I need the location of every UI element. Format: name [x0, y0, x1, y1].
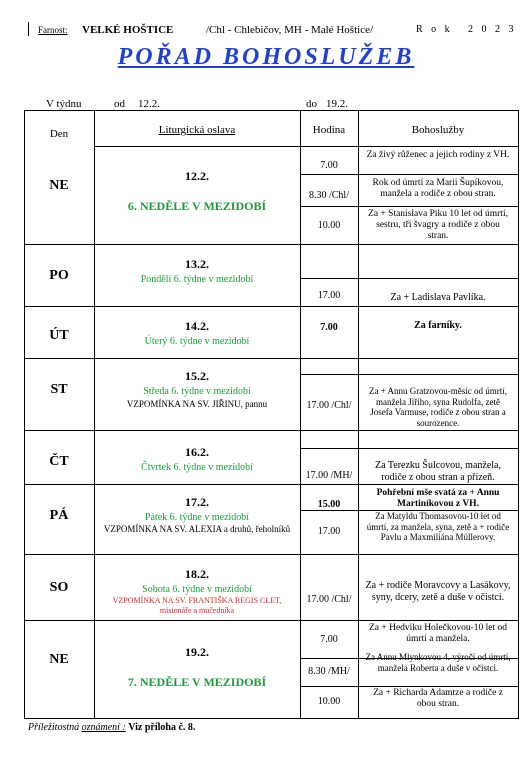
- service-hour: 17.00 /Chl/: [306, 594, 352, 605]
- liturgy-name: Sobota 6. týdne v mezidobí: [142, 584, 252, 595]
- service-text: Za Annu Mlynkovou 4. výročí od úmrtí, manžela Roberta a duše v očistci.: [365, 652, 511, 673]
- parish-name: VELKÉ HOŠTICE: [82, 24, 174, 36]
- day-date: 16.2.: [185, 445, 209, 459]
- day-date: 17.2.: [185, 495, 209, 509]
- day-date: 14.2.: [185, 319, 209, 333]
- week-od: od: [114, 98, 125, 110]
- liturgy-name: Pátek 6. týdne v mezidobí: [144, 512, 250, 523]
- header: [28, 24, 518, 38]
- year-value: 2 0 2 3: [468, 24, 517, 35]
- memorial: VZPOMÍNKA NA SV. ALEXIA a druhů, řeholníků: [103, 524, 291, 534]
- service-text: Za farníky.: [414, 320, 462, 331]
- footer-announcement: oznámení :: [81, 722, 126, 733]
- day-date: 19.2.: [185, 645, 209, 659]
- footer-note: [28, 722, 195, 733]
- week-from: 12.2.: [138, 98, 160, 110]
- year-label: R o k: [416, 24, 453, 35]
- day-abbr: NE: [49, 652, 69, 667]
- service-text: Za + Annu Gratzovou-měsíc od úmrtí, manžela Jiřího, syna Rudolfa, zetě Josefa Varmuse, rodiče z obou stran a sourozence.: [368, 386, 508, 428]
- service-text: Za + Ladislava Pavlíka.: [390, 292, 486, 303]
- liturgy-name: 7. NEDĚLE V MEZIDOBÍ: [127, 675, 267, 689]
- week-do: do: [306, 98, 317, 110]
- day-abbr: PO: [49, 268, 69, 283]
- service-text: Za + rodiče Moravcovy a Lasákovy, syny, dcery, zetě a duše v očistci.: [365, 580, 511, 603]
- service-hour: 8.30 /Chl/: [308, 190, 349, 201]
- day-abbr: ÚT: [49, 328, 69, 343]
- col-service: Bohoslužby: [411, 124, 465, 136]
- page-title: POŘAD BOHOSLUŽEB: [117, 44, 415, 70]
- day-date: 12.2.: [185, 169, 209, 183]
- farnost-label: Farnost:: [38, 25, 68, 35]
- liturgy-name: Pondělí 6. týdne v mezidobí: [140, 274, 254, 285]
- day-abbr: PÁ: [49, 508, 69, 523]
- service-hour: 7.00: [320, 322, 338, 333]
- day-date: 13.2.: [185, 257, 209, 271]
- service-hour: 17.00 /Chl/: [306, 400, 352, 411]
- service-hour: 17.00: [317, 290, 341, 301]
- service-hour: 17.00 /MH/: [305, 470, 353, 481]
- day-abbr: ČT: [49, 454, 69, 469]
- parish-places: /Chl - Chlebičov, MH - Malé Hoštice/: [206, 24, 374, 36]
- day-date: 18.2.: [185, 567, 209, 581]
- service-hour: 15.00: [317, 499, 341, 510]
- service-text: Za Matyldu Thomasovou-10 let od úmrtí, za manžela, syna, zetě a + rodiče Pavlu a Maxmiliána Müllerovy.: [366, 511, 510, 542]
- memorial: VZPOMÍNKA NA SV. FRANTIŠKA REGIS CLET, misionáře a mučedníka: [112, 596, 282, 615]
- col-day: Den: [49, 128, 69, 140]
- day-abbr: NE: [49, 178, 69, 193]
- service-text: Za Terezku Šulcovou, manžela, rodiče z obou stran a přízeň.: [374, 460, 501, 483]
- service-hour: 7.00: [320, 160, 338, 171]
- schedule-table: [24, 110, 518, 718]
- service-hour: 10.00: [317, 696, 341, 707]
- col-liturgy: Liturgická oslava: [158, 124, 236, 136]
- memorial: VZPOMÍNKA NA SV. JIŘINU, pannu: [126, 399, 268, 409]
- service-text: Za + Hedviku Holečkovou-10 let od úmrtí a manžela.: [368, 623, 508, 644]
- liturgy-name: Čtvrtek 6. týdne v mezidobí: [141, 462, 253, 473]
- footer-attachment: Viz příloha č. 8.: [128, 722, 196, 733]
- service-hour: 8.30 /MH/: [308, 666, 350, 677]
- week-label: V týdnu: [46, 98, 82, 110]
- service-text: Za živý růženec a jejich rodiny z VH.: [366, 150, 510, 160]
- liturgy-name: Středa 6. týdne v mezidobí: [143, 386, 251, 397]
- service-hour: 7.00: [320, 634, 338, 645]
- service-hour: 10.00: [317, 220, 341, 231]
- service-hour: 17.00: [317, 526, 341, 537]
- service-text: Za + Stanislava Piku 10 let od úmrtí, sestru, tři švagry a rodiče z obou stran.: [368, 209, 508, 241]
- liturgy-name: Úterý 6. týdne v mezidobí: [144, 336, 250, 347]
- day-abbr: SO: [49, 580, 69, 595]
- service-text: Rok od úmrtí za Marii Šupíkovou, manžela a rodiče z obou stran.: [372, 178, 504, 199]
- service-text: Pohřební mše svatá za + Annu Martiníkovou z VH.: [376, 488, 500, 509]
- week-to: 19.2.: [326, 98, 348, 110]
- day-abbr: ST: [50, 382, 68, 397]
- liturgy-name: 6. NEDĚLE V MEZIDOBÍ: [127, 199, 267, 213]
- footer-occasional: Příležitostná: [28, 722, 80, 733]
- header-bar: [28, 22, 29, 36]
- service-text: Za + Richarda Adamtze a rodiče z obou stran.: [373, 688, 503, 709]
- day-date: 15.2.: [185, 369, 209, 383]
- col-hour: Hodina: [312, 124, 346, 136]
